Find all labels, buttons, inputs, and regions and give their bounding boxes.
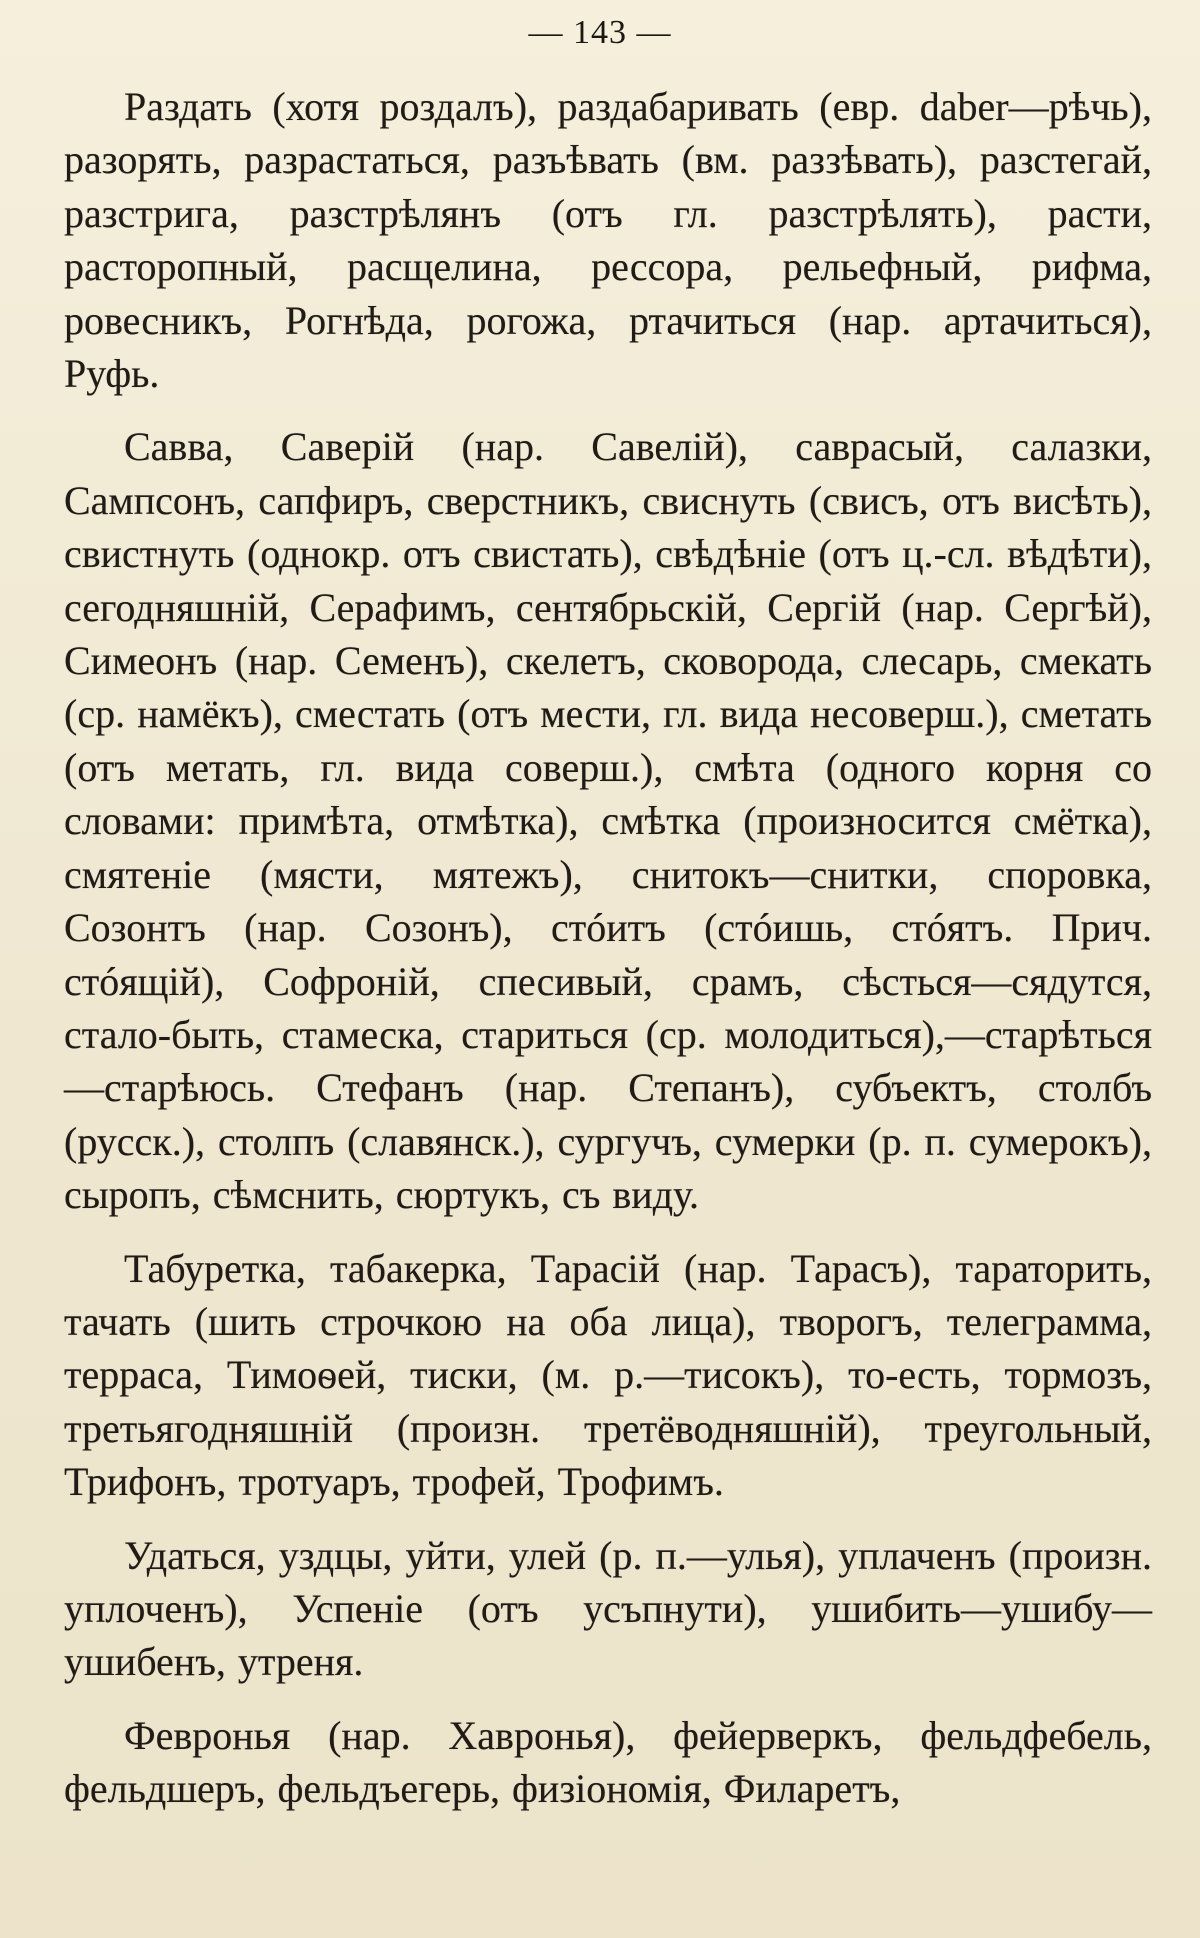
paragraph-r: Раздать (хотя роздалъ), раздабаривать (евр. daber—рѣчь), разорять, разрастаться, разъѣвать (вм. раззѣвать), разстегай, разстрига, разстрѣлянъ (отъ гл. разстрѣлять), расти, расторопный, расщелина, рессора, рельефный, рифма, ровесникъ, Рогнѣда, рогожа, ртачиться (нар. артачиться), Руфь. (64, 84, 1152, 397)
paragraph-s: Савва, Саверій (нар. Савелій), саврасый, салазки, Сампсонъ, сапфиръ, сверстникъ, свиснуть (свисъ, отъ висѣть), свистнуть (однокр. отъ свистать), свѣдѣніе (отъ ц.-сл. вѣдѣти), сегодняшній, Серафимъ, сентябрьскій, Сергій (нар. Сергѣй), Симеонъ (нар. Семенъ), скелетъ, сковорода, слесарь, смекать (ср. намёкъ), сместать (отъ мести, гл. вида несоверш.), сметать (отъ метать, гл. вида соверш.), смѣта (одного корня со словами: примѣта, отмѣтка), смѣтка (произносится смётка), смятеніе (мясти, мятежъ), снитокъ—снитки, споровка, Созонтъ (нар. Созонъ), стóитъ (стóишь, стóятъ. Прич. стóящій), Софроній, спесивый, срамъ, сѣсться—сядутся, стало-быть, стамеска, стариться (ср. молодиться),—старѣться—старѣюсь. Стефанъ (нар. Степанъ), субъектъ, столбъ (русск.), столпъ (славянск.), сургучъ, сумерки (р. п. сумерокъ), сыропъ, сѣмснить, сюртукъ, съ виду. (64, 424, 1152, 1218)
paragraph-u: Удаться, уздцы, уйти, улей (р. п.—улья), уплаченъ (произн. уплоченъ), Успеніе (отъ усъпнути), ушибить—ушибу—ушибенъ, утреня. (64, 1532, 1152, 1685)
paragraph-t: Табуретка, табакерка, Тарасій (нар. Тарасъ), тараторить, тачать (шить строчкою на оба лица), творогъ, телеграмма, терраса, Тимоѳей, тиски, (м. р.—тисокъ), то-есть, тормозъ, третьягодняшній (произн. третёводняшній), треугольный, Трифонъ, тротуаръ, трофей, Трофимъ. (64, 1245, 1152, 1505)
page-number: — 143 — (528, 14, 672, 51)
page-text (64, 80, 1152, 1816)
paragraph-f: Февронья (нар. Хавронья), фейерверкъ, фельдфебель, фельдшеръ, фельдъегерь, физіономія, Филаретъ, (64, 1712, 1152, 1812)
